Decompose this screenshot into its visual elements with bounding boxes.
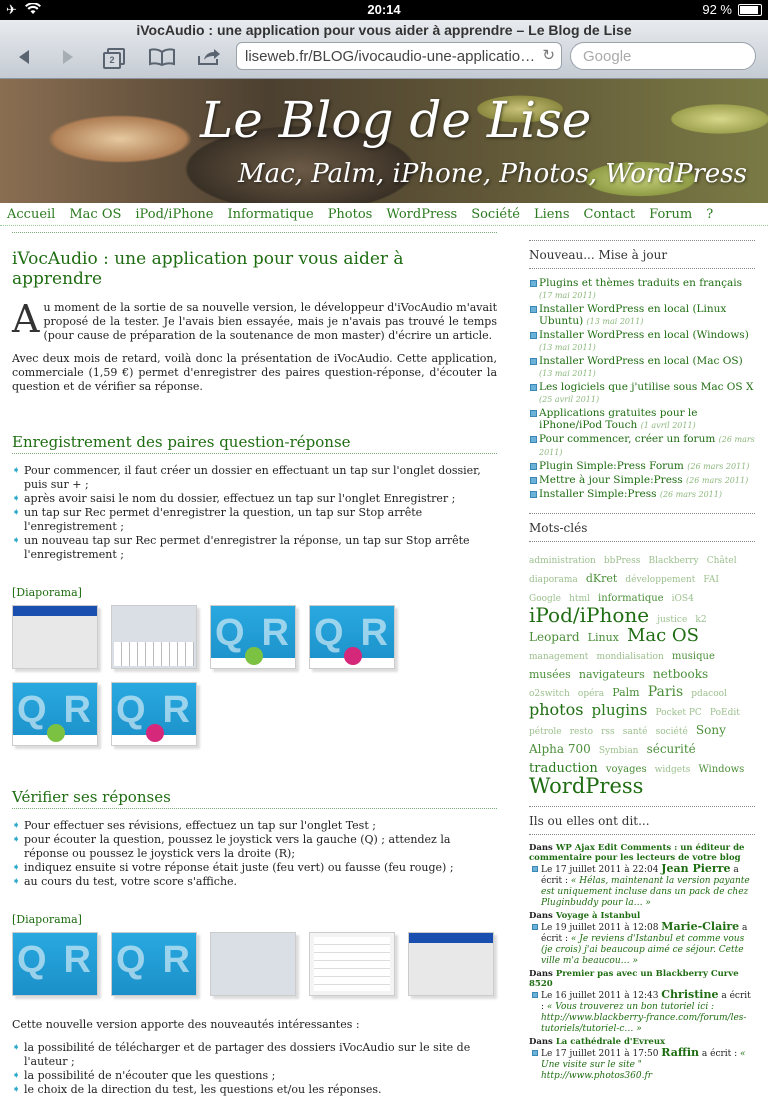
tag-link[interactable]: société <box>655 727 688 737</box>
status-bar <box>0 0 768 20</box>
tag-link[interactable]: traduction <box>529 761 598 776</box>
recent-posts-title: Nouveau... Mise à jour <box>529 240 755 269</box>
tabs-button[interactable] <box>100 46 126 68</box>
tag-cloud <box>529 550 755 796</box>
airplane-icon: ✈ <box>6 2 17 17</box>
diaporama-link[interactable]: [Diaporama] <box>12 913 82 926</box>
divider <box>12 232 497 233</box>
tag-link[interactable]: Blackberry <box>648 556 699 566</box>
search-input[interactable]: Google <box>570 42 756 70</box>
battery-icon <box>738 4 762 16</box>
dropcap: A <box>12 297 40 341</box>
tag-link[interactable]: photos <box>529 700 584 719</box>
list-item: ➧ au cours du test, votre score s'affiche. <box>12 875 497 889</box>
tag-link[interactable]: mondialisation <box>596 652 664 662</box>
tag-link[interactable]: iOS4 <box>671 594 694 604</box>
tag-link[interactable]: Pocket PC <box>655 708 702 718</box>
wrote-label: a écrit : <box>541 865 739 886</box>
nav-societe[interactable]: Société <box>471 206 520 222</box>
list-item: ➧ pour écouter la question, poussez le joystick vers la gauche (Q) ; attendez la réponse ou poussez le joystick vers la droite (R); <box>12 833 497 861</box>
list-item: ➧ un tap sur Rec permet d'enregistrer la question, un tap sur Stop arrête l'enregistrement ; <box>12 506 497 534</box>
tag-link[interactable]: Alpha 700 <box>529 742 591 756</box>
url-text: liseweb.fr/BLOG/ivocaudio-une-applicatio… <box>245 48 536 65</box>
thumbnail[interactable] <box>309 932 395 996</box>
nav-ipod-iphone[interactable]: iPod/iPhone <box>135 206 214 222</box>
comment-post-ref <box>529 843 755 863</box>
tag-link[interactable]: Sony <box>695 723 726 737</box>
list-item[interactable]: Installer WordPress en local (Windows) (13 mai 2011) <box>529 329 755 354</box>
comment-excerpt[interactable]: « Je reviens d'Istanbul et comme vous (je crois) j'ai beaucoup aimé ce séjour. Cette ville m'a beaucou… » <box>541 934 745 966</box>
main-nav <box>0 203 768 226</box>
address-bar[interactable] <box>236 42 562 70</box>
back-button[interactable] <box>12 46 36 68</box>
tag-link[interactable]: Linux <box>587 631 619 644</box>
tag-link[interactable]: pdacool <box>691 689 727 699</box>
diaporama-link[interactable]: [Diaporama] <box>12 586 82 599</box>
comment-post-link[interactable]: Premier pas avec un Blackberry Curve 8520 <box>529 969 739 989</box>
list-item: ➧ indiquez ensuite si votre réponse était juste (feu vert) ou fausse (feu rouge) ; <box>12 861 497 875</box>
share-button[interactable] <box>196 46 222 68</box>
intro-text: u moment de la sortie de sa nouvelle version, le développeur d'iVocAudio m'avait proposé de la tester. Je l'avais bien essayée, mais je n'avais pas trouvé le temps (pour cause de préparation de la soutenance de mon master) d'écrire un article. <box>43 301 497 342</box>
list-item[interactable]: Installer Simple:Press (26 mars 2011) <box>529 488 755 501</box>
tag-link[interactable]: musique <box>671 651 715 662</box>
wrote-label: a écrit : <box>541 923 748 944</box>
list-item: ➧ la possibilité de télécharger et de partager des dossiers iVocAudio sur le site de l'auteur ; <box>12 1041 497 1069</box>
post-content <box>12 232 497 1097</box>
comment-date: Le 16 juillet 2011 à 12:43 <box>541 991 662 1001</box>
list-item[interactable]: Applications gratuites pour le iPhone/iPod Touch (1 avril 2011) <box>529 407 755 432</box>
dans-label: Dans <box>529 911 556 921</box>
dans-label: Dans <box>529 1037 556 1047</box>
tag-link[interactable]: Windows <box>698 764 745 775</box>
list-item: ➧ la possibilité de n'écouter que les questions ; <box>12 1069 497 1083</box>
recent-posts-list <box>529 277 755 501</box>
tag-link[interactable]: Châtel <box>706 556 737 566</box>
thumbnail[interactable]: Q R <box>309 605 395 669</box>
comment-post-ref <box>529 969 755 989</box>
nav-forum[interactable]: Forum <box>649 206 693 222</box>
wrote-label: a écrit : <box>541 991 751 1012</box>
blog-banner[interactable] <box>0 79 768 203</box>
thumbnail[interactable]: Q R <box>111 932 197 996</box>
tag-link[interactable]: navigateurs <box>578 668 645 681</box>
slideshow-2 <box>12 932 497 996</box>
tag-link[interactable]: bbPress <box>603 556 641 566</box>
tag-link[interactable]: k2 <box>695 615 707 625</box>
thumbnail[interactable]: Q R <box>210 605 296 669</box>
tag-link[interactable]: Symbian <box>598 746 639 756</box>
tag-link[interactable]: sécurité <box>646 742 696 756</box>
tag-link[interactable]: pétrole <box>529 727 562 737</box>
list-item[interactable]: Installer WordPress en local (Mac OS) (13 mai 2011) <box>529 355 755 380</box>
comment-date: Le 19 juillet 2011 à 12:08 <box>541 923 662 933</box>
list-item[interactable]: Les logiciels que j'utilise sous Mac OS X (25 avril 2011) <box>529 381 755 406</box>
tag-link[interactable]: Palm <box>612 686 640 699</box>
tag-link[interactable]: musées <box>529 668 571 681</box>
book-icon <box>149 48 175 66</box>
list-item[interactable]: Plugins et thèmes traduits en français (17 mai 2011) <box>529 277 755 302</box>
comment-author[interactable]: Christine <box>661 988 719 1001</box>
list-item[interactable]: Mettre à jour Simple:Press (26 mars 2011) <box>529 474 755 487</box>
blog-title: Le Blog de Lise <box>200 91 592 149</box>
comment-item <box>529 921 755 967</box>
blog-subtitle: Mac, Palm, iPhone, Photos, WordPress <box>238 159 747 189</box>
comment-excerpt[interactable]: « Une visite sur le site " http://www.photos360.fr <box>541 1049 746 1081</box>
comments-title: Ils ou elles ont dit... <box>529 806 755 835</box>
tag-link[interactable]: resto <box>569 727 594 737</box>
tag-link[interactable]: informatique <box>598 593 664 604</box>
post-intro <box>12 297 497 343</box>
post-paragraph: Cette nouvelle version apporte des nouveautés intéressantes : <box>12 1018 360 1031</box>
comment-date: Le 17 juillet 2011 à 17:50 <box>541 1049 662 1059</box>
tag-link[interactable]: justice <box>657 615 688 625</box>
back-arrow-icon <box>15 48 33 66</box>
list-item[interactable]: Installer WordPress en local (Linux Ubuntu) (13 mai 2011) <box>529 303 755 328</box>
comment-post-link[interactable]: WP Ajax Edit Comments : un éditeur de commentaire pour les lecteurs de votre blog <box>529 843 745 863</box>
tag-link[interactable]: Leopard <box>529 630 580 644</box>
wrote-label: a écrit : <box>699 1049 741 1059</box>
tag-link[interactable]: WordPress <box>529 774 644 798</box>
comment-excerpt[interactable]: « Hélas, maintenant la version payante est uniquement incluse dans un pack de chez Pluginbuddy pour la… » <box>541 876 750 908</box>
tag-link[interactable]: plugins <box>591 701 648 719</box>
battery-percent: 92 % <box>702 2 732 17</box>
list-item[interactable]: Pour commencer, créer un forum (26 mars 2011) <box>529 433 755 459</box>
thumbnail[interactable] <box>12 605 98 669</box>
recording-steps <box>12 464 497 562</box>
section-verify-title: Vérifier ses réponses <box>12 788 497 809</box>
tag-link[interactable]: Mac OS <box>626 625 700 646</box>
tag-link[interactable]: rss <box>601 727 615 737</box>
tag-link[interactable]: développement <box>625 575 696 585</box>
thumbnail[interactable]: Q R <box>111 682 197 746</box>
clock: 20:14 <box>367 2 401 17</box>
comment-item <box>529 989 755 1035</box>
list-item: ➧ le choix de la direction du test, les questions et/ou les réponses. <box>12 1083 497 1097</box>
page-title: iVocAudio : une application pour vous aider à apprendre – Le Blog de Lise <box>136 22 632 38</box>
tag-link[interactable]: PoEdit <box>709 708 740 718</box>
tabs-count: 2 <box>103 52 121 69</box>
tag-link[interactable]: Google <box>529 594 561 604</box>
nav-accueil[interactable]: Accueil <box>7 206 56 222</box>
list-item: ➧ un nouveau tap sur Rec permet d'enregistrer la réponse, un tap sur Stop arrête l'enregistrement ; <box>12 534 497 562</box>
thumbnail[interactable]: Q R <box>12 932 98 996</box>
comment-excerpt[interactable]: « Vous trouverez un bon tutoriel ici : http://www.blackberry-france.com/forum/les-tutoriels/tutoriel-c… » <box>541 1002 747 1034</box>
tag-link[interactable]: voyages <box>605 764 647 775</box>
comment-item <box>529 863 755 909</box>
dans-label: Dans <box>529 843 556 853</box>
thumbnail[interactable] <box>111 605 197 669</box>
nav-liens[interactable]: Liens <box>534 206 570 222</box>
thumbnail[interactable] <box>408 932 494 996</box>
share-icon <box>197 48 221 66</box>
tag-link[interactable]: html <box>569 594 590 604</box>
tag-link[interactable]: widgets <box>654 765 691 775</box>
new-features <box>12 1041 497 1097</box>
nav-help[interactable]: ? <box>706 206 714 222</box>
bookmarks-button[interactable] <box>148 46 176 68</box>
comment-post-link[interactable]: La cathédrale d'Evreux <box>555 1037 666 1047</box>
pages-icon <box>103 48 123 66</box>
tag-link[interactable]: FAI <box>703 575 719 585</box>
tag-link[interactable]: diaporama <box>529 575 578 585</box>
tag-link[interactable]: opéra <box>577 689 605 699</box>
list-item: ➧ après avoir saisi le nom du dossier, effectuez un tap sur l'onglet Enregistrer ; <box>12 492 497 506</box>
sidebar <box>529 240 755 1082</box>
forward-button[interactable] <box>56 46 80 68</box>
post-title[interactable]: iVocAudio : une application pour vous aider à apprendre <box>12 249 404 289</box>
tag-link[interactable]: Paris <box>647 684 684 700</box>
list-item: ➧ Pour commencer, il faut créer un dossier en effectuant un tap sur l'onglet dossier, puis sur + ; <box>12 464 497 492</box>
tag-link[interactable]: iPod/iPhone <box>529 603 650 627</box>
nav-mac-os[interactable]: Mac OS <box>69 206 122 222</box>
slideshow-1 <box>12 605 482 746</box>
tag-link[interactable]: administration <box>529 556 596 566</box>
comment-author[interactable]: Jean Pierre <box>661 862 731 875</box>
comment-author[interactable]: Raffin <box>661 1046 700 1059</box>
comment-item <box>529 1047 755 1082</box>
post-paragraph: Avec deux mois de retard, voilà donc la présentation de iVocAudio. Cette application, commerciale (1,59 €) permet d'enregistrer des paires question-réponse, d'écouter la question et de vérifier sa réponse. <box>12 352 497 393</box>
tag-link[interactable]: o2switch <box>529 689 570 699</box>
tag-link[interactable]: dKret <box>585 572 618 585</box>
tag-link[interactable]: management <box>529 652 589 662</box>
nav-informatique[interactable]: Informatique <box>227 206 314 222</box>
nav-photos[interactable]: Photos <box>327 206 373 222</box>
recent-comments <box>529 843 755 1082</box>
tags-title: Mots-clés <box>529 513 755 542</box>
comment-author[interactable]: Marie-Claire <box>661 920 740 933</box>
nav-contact[interactable]: Contact <box>583 206 636 222</box>
thumbnail[interactable] <box>210 932 296 996</box>
comment-post-ref <box>529 1037 755 1047</box>
comment-date: Le 17 juillet 2011 à 22:04 <box>541 865 662 875</box>
reload-icon[interactable]: ↻ <box>542 47 555 64</box>
list-item: ➧ Pour effectuer ses révisions, effectuez un tap sur l'onglet Test ; <box>12 819 497 833</box>
dans-label: Dans <box>529 969 556 979</box>
verify-steps <box>12 819 497 889</box>
tag-link[interactable]: santé <box>622 727 648 737</box>
nav-wordpress[interactable]: WordPress <box>386 206 458 222</box>
comment-post-link[interactable]: Voyage à Istanbul <box>555 911 641 921</box>
browser-toolbar <box>0 20 768 79</box>
thumbnail[interactable]: Q R <box>12 682 98 746</box>
tag-link[interactable]: netbooks <box>652 667 709 681</box>
forward-arrow-icon <box>59 48 77 66</box>
list-item[interactable]: Plugin Simple:Press Forum (26 mars 2011) <box>529 460 755 473</box>
section-recording-title: Enregistrement des paires question-réponse <box>12 433 497 454</box>
